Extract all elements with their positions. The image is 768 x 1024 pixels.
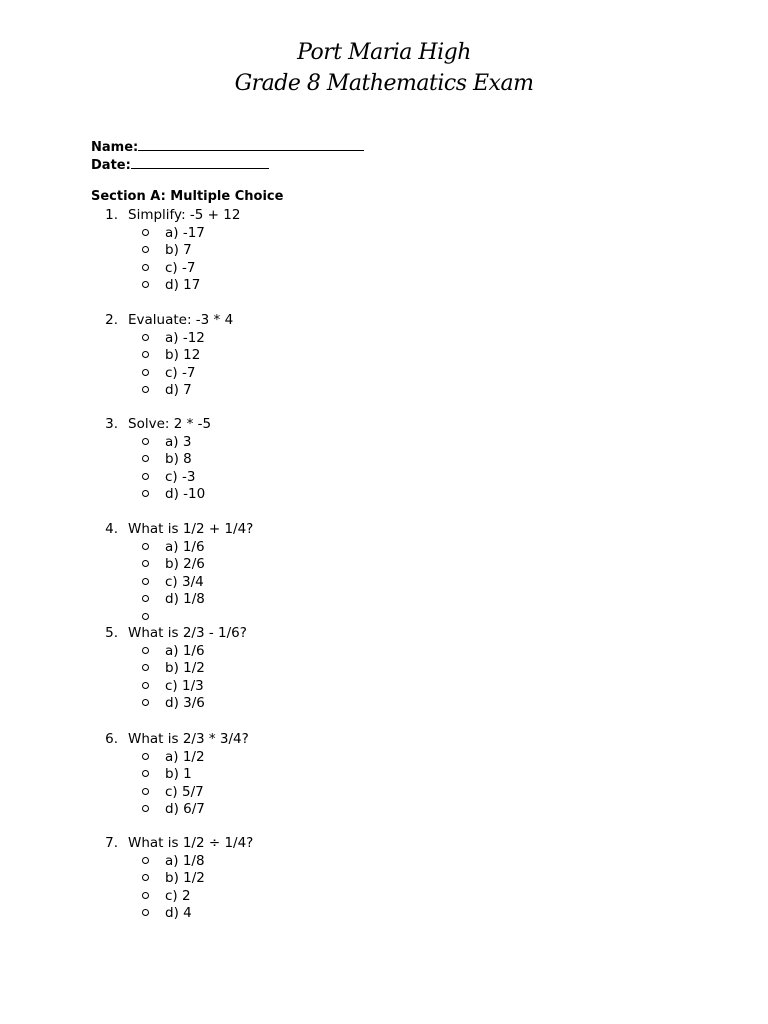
question-4 — [0, 521, 768, 539]
answer-option — [0, 434, 768, 452]
answer-option-text: c) 5/7 — [165, 783, 204, 800]
answer-option — [0, 242, 768, 260]
question-number: 3. — [105, 416, 118, 432]
question-number: 7. — [105, 835, 118, 851]
answer-option — [0, 905, 768, 923]
answer-option — [0, 451, 768, 469]
answer-option — [0, 678, 768, 696]
section-title: Section A: Multiple Choice — [91, 189, 284, 204]
circle-bullet-icon — [142, 473, 149, 480]
answer-option-text: a) 1/2 — [165, 748, 205, 765]
circle-bullet-icon — [142, 490, 149, 497]
answer-option-text: d) 17 — [165, 277, 201, 293]
answer-option-text: a) 1/8 — [165, 852, 205, 869]
answer-option — [0, 260, 768, 278]
circle-bullet-icon — [142, 699, 149, 706]
answer-option-text: d) 3/6 — [165, 695, 205, 711]
answer-option — [0, 225, 768, 243]
question-3 — [0, 416, 768, 434]
answer-option-text: a) 1/6 — [165, 538, 205, 555]
answer-option-text: d) 1/8 — [165, 591, 205, 607]
circle-bullet-icon — [142, 578, 149, 585]
circle-bullet-icon — [142, 334, 149, 341]
circle-bullet-icon — [142, 229, 149, 236]
question-number: 2. — [105, 312, 118, 328]
question-5 — [0, 625, 768, 643]
question-text: What is 1/2 + 1/4? — [128, 521, 254, 537]
answer-option — [0, 870, 768, 888]
question-6 — [0, 731, 768, 749]
answer-option — [0, 277, 768, 295]
circle-bullet-icon — [142, 892, 149, 899]
circle-bullet-icon — [142, 770, 149, 777]
answer-option — [0, 695, 768, 713]
answer-option — [0, 609, 768, 627]
answer-option-text: c) 1/3 — [165, 677, 204, 694]
answer-option — [0, 574, 768, 592]
answer-option — [0, 539, 768, 557]
answer-option-text: d) -10 — [165, 486, 206, 502]
answer-option-text: b) 1/2 — [165, 660, 205, 676]
circle-bullet-icon — [142, 264, 149, 271]
question-text: What is 2/3 - 1/6? — [128, 625, 247, 641]
question-text: What is 2/3 * 3/4? — [128, 731, 249, 747]
question-number: 6. — [105, 731, 118, 747]
circle-bullet-icon — [142, 386, 149, 393]
circle-bullet-icon — [142, 369, 149, 376]
answer-option — [0, 382, 768, 400]
answer-option-text: d) 4 — [165, 905, 192, 921]
circle-bullet-icon — [142, 647, 149, 654]
date-field — [91, 156, 269, 173]
circle-bullet-icon — [142, 351, 149, 358]
answer-option-text: c) 2 — [165, 887, 191, 904]
question-text: Evaluate: -3 * 4 — [128, 312, 234, 328]
answer-option-text: b) 7 — [165, 242, 192, 258]
circle-bullet-icon — [142, 664, 149, 671]
circle-bullet-icon — [142, 595, 149, 602]
circle-bullet-icon — [142, 857, 149, 864]
answer-option-text: a) 3 — [165, 433, 192, 450]
exam-title: Grade 8 Mathematics Exam — [234, 71, 534, 96]
answer-option-text: c) 3/4 — [165, 573, 204, 590]
circle-bullet-icon — [142, 455, 149, 462]
answer-option — [0, 591, 768, 609]
answer-option — [0, 660, 768, 678]
date-label: Date: — [91, 158, 131, 173]
answer-option-text: c) -3 — [165, 468, 196, 485]
answer-option-text: b) 12 — [165, 347, 201, 363]
school-name: Port Maria High — [297, 40, 471, 65]
answer-option-text: b) 1/2 — [165, 870, 205, 886]
answer-option — [0, 853, 768, 871]
question-7 — [0, 835, 768, 853]
circle-bullet-icon — [142, 909, 149, 916]
question-text: Solve: 2 * -5 — [128, 416, 212, 432]
answer-option — [0, 486, 768, 504]
answer-option — [0, 365, 768, 383]
answer-option — [0, 749, 768, 767]
circle-bullet-icon — [142, 543, 149, 550]
circle-bullet-icon — [142, 874, 149, 881]
circle-bullet-icon — [142, 438, 149, 445]
answer-option — [0, 347, 768, 365]
answer-option-text: b) 1 — [165, 766, 192, 782]
date-blank-line — [131, 156, 269, 169]
answer-option-text: b) 8 — [165, 451, 192, 467]
answer-option — [0, 801, 768, 819]
circle-bullet-icon — [142, 788, 149, 795]
name-field — [91, 138, 364, 155]
answer-option-text: d) 7 — [165, 382, 192, 398]
circle-bullet-icon — [142, 281, 149, 288]
answer-option — [0, 469, 768, 487]
answer-option-text: a) -12 — [165, 329, 205, 346]
circle-bullet-icon — [142, 682, 149, 689]
name-blank-line — [138, 138, 364, 151]
answer-option-text: a) 1/6 — [165, 642, 205, 659]
answer-option — [0, 784, 768, 802]
question-2 — [0, 312, 768, 330]
answer-option-text: a) -17 — [165, 224, 205, 241]
circle-bullet-icon — [142, 805, 149, 812]
answer-option — [0, 556, 768, 574]
question-number: 4. — [105, 521, 118, 537]
answer-option-text: b) 2/6 — [165, 556, 205, 572]
question-number: 1. — [105, 207, 118, 223]
answer-option-text: d) 6/7 — [165, 801, 205, 817]
answer-option — [0, 888, 768, 906]
question-number: 5. — [105, 625, 118, 641]
question-text: What is 1/2 ÷ 1/4? — [128, 835, 254, 851]
name-label: Name: — [91, 140, 139, 155]
answer-option-text: c) -7 — [165, 364, 196, 381]
question-text: Simplify: -5 + 12 — [128, 207, 241, 223]
circle-bullet-icon — [142, 753, 149, 760]
circle-bullet-icon — [142, 613, 149, 620]
question-1 — [0, 207, 768, 225]
answer-option-text: c) -7 — [165, 259, 196, 276]
answer-option — [0, 643, 768, 661]
answer-option — [0, 766, 768, 784]
answer-option — [0, 330, 768, 348]
circle-bullet-icon — [142, 246, 149, 253]
circle-bullet-icon — [142, 560, 149, 567]
